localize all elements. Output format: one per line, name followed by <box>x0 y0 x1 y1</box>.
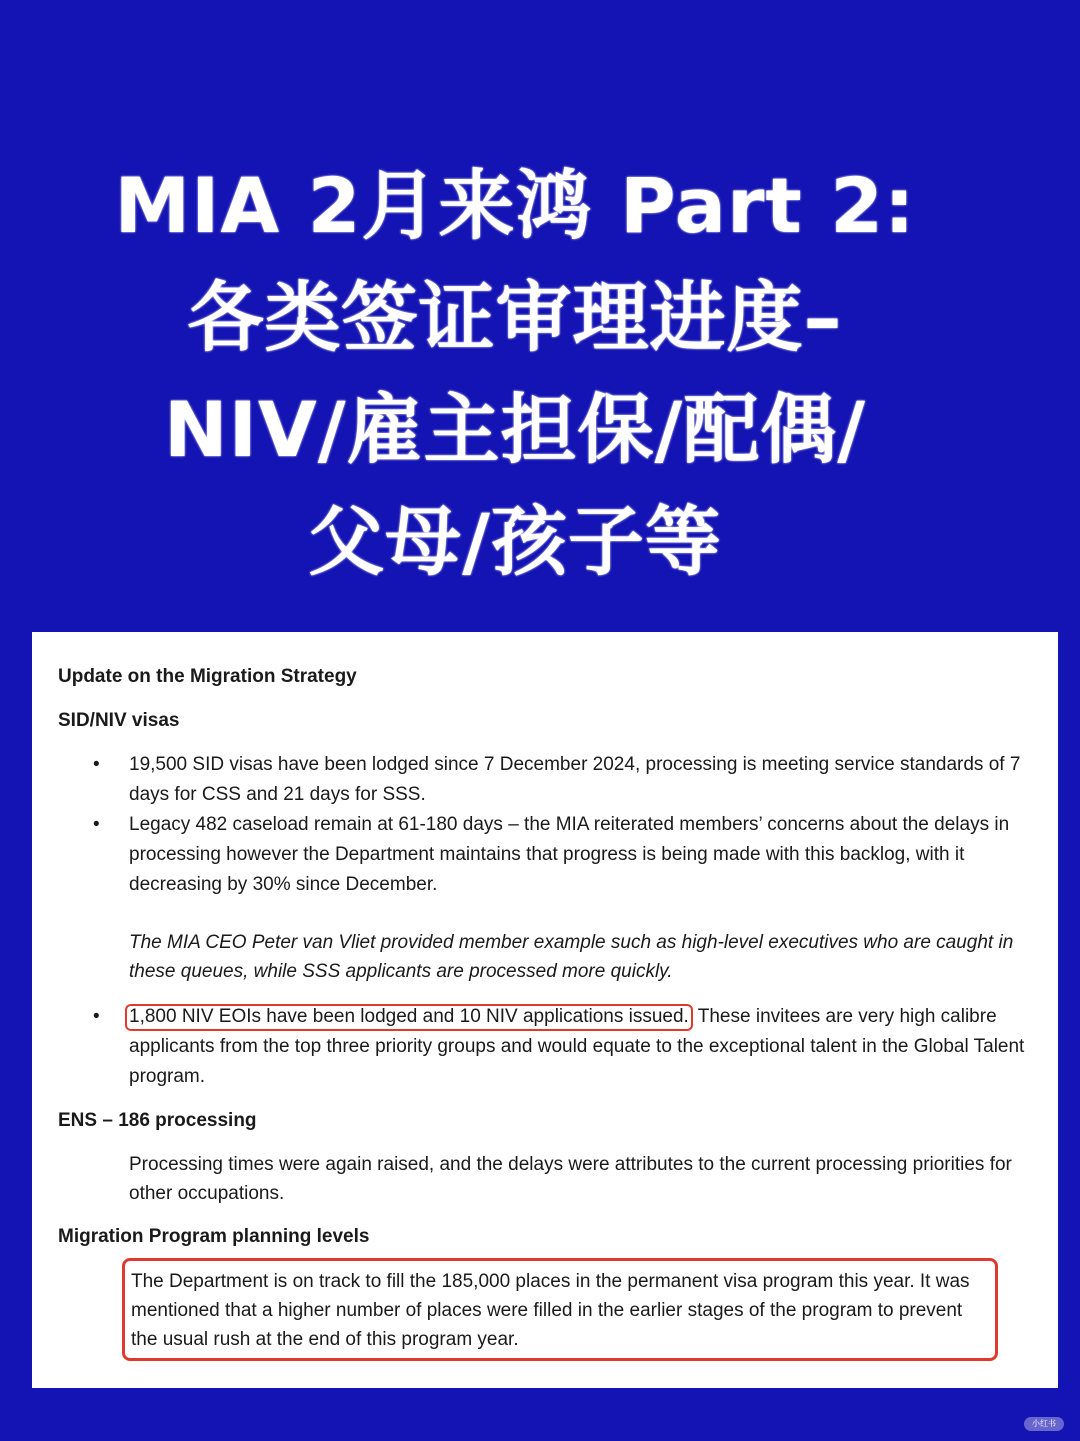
bullet-text-niv: These invitees are very high calibre applicants from the top three priority groups and would equate to the exceptional talent in the Global Talent program. <box>129 1006 1025 1087</box>
list-item <box>58 1002 1032 1092</box>
bullet-icon: • <box>93 1006 100 1027</box>
bullet-text-sid: 19,500 SID visas have been lodged since 7 December 2024, processing is meeting service standards of 7 days for CSS and 21 days for SSS. <box>129 754 1021 805</box>
bullet-text-legacy-482: Legacy 482 caseload remain at 61-180 days – the MIA reiterated members’ concerns about the delays in processing however the Department maintains that progress is being made with this backlog, with it decreasing by 30% since December. <box>129 814 1010 895</box>
bullet-icon: • <box>93 814 100 835</box>
section-heading-ens: ENS – 186 processing <box>58 1110 257 1131</box>
section-heading-sid-niv: SID/NIV visas <box>58 710 180 731</box>
title-line-4: 父母/孩子等 <box>308 497 722 586</box>
ens-paragraph: Processing times were again raised, and the delays were attributes to the current processing priorities for other occupations. <box>129 1154 1012 1204</box>
highlighted-planning-paragraph: The Department is on track to fill the 185,000 places in the permanent visa program this year. It was mentioned that a higher number of places were filled in the earlier stages of the program to prevent the usual rush at the end of this program year. <box>122 1258 998 1361</box>
sid-niv-list <box>58 750 1032 900</box>
highlighted-niv-text: 1,800 NIV EOIs have been lodged and 10 NIV applications issued. <box>125 1004 693 1031</box>
list-item <box>58 810 1032 900</box>
page-title <box>0 150 1030 598</box>
bullet-icon: • <box>93 754 100 775</box>
document-card <box>32 632 1058 1388</box>
title-line-1: MIA 2月来鸿 Part 2: <box>114 161 916 250</box>
ceo-quote: The MIA CEO Peter van Vliet provided member example such as high-level executives who are caught in these queues, while SSS applicants are processed more quickly. <box>129 932 1014 982</box>
title-line-2: 各类签证审理进度– <box>187 273 843 362</box>
list-item <box>58 750 1032 810</box>
watermark-logo: 小红书 <box>1024 1417 1064 1431</box>
document-heading: Update on the Migration Strategy <box>58 666 357 687</box>
niv-list <box>58 1002 1032 1092</box>
section-heading-planning: Migration Program planning levels <box>58 1226 370 1247</box>
title-line-3: NIV/雇主担保/配偶/ <box>164 385 866 474</box>
